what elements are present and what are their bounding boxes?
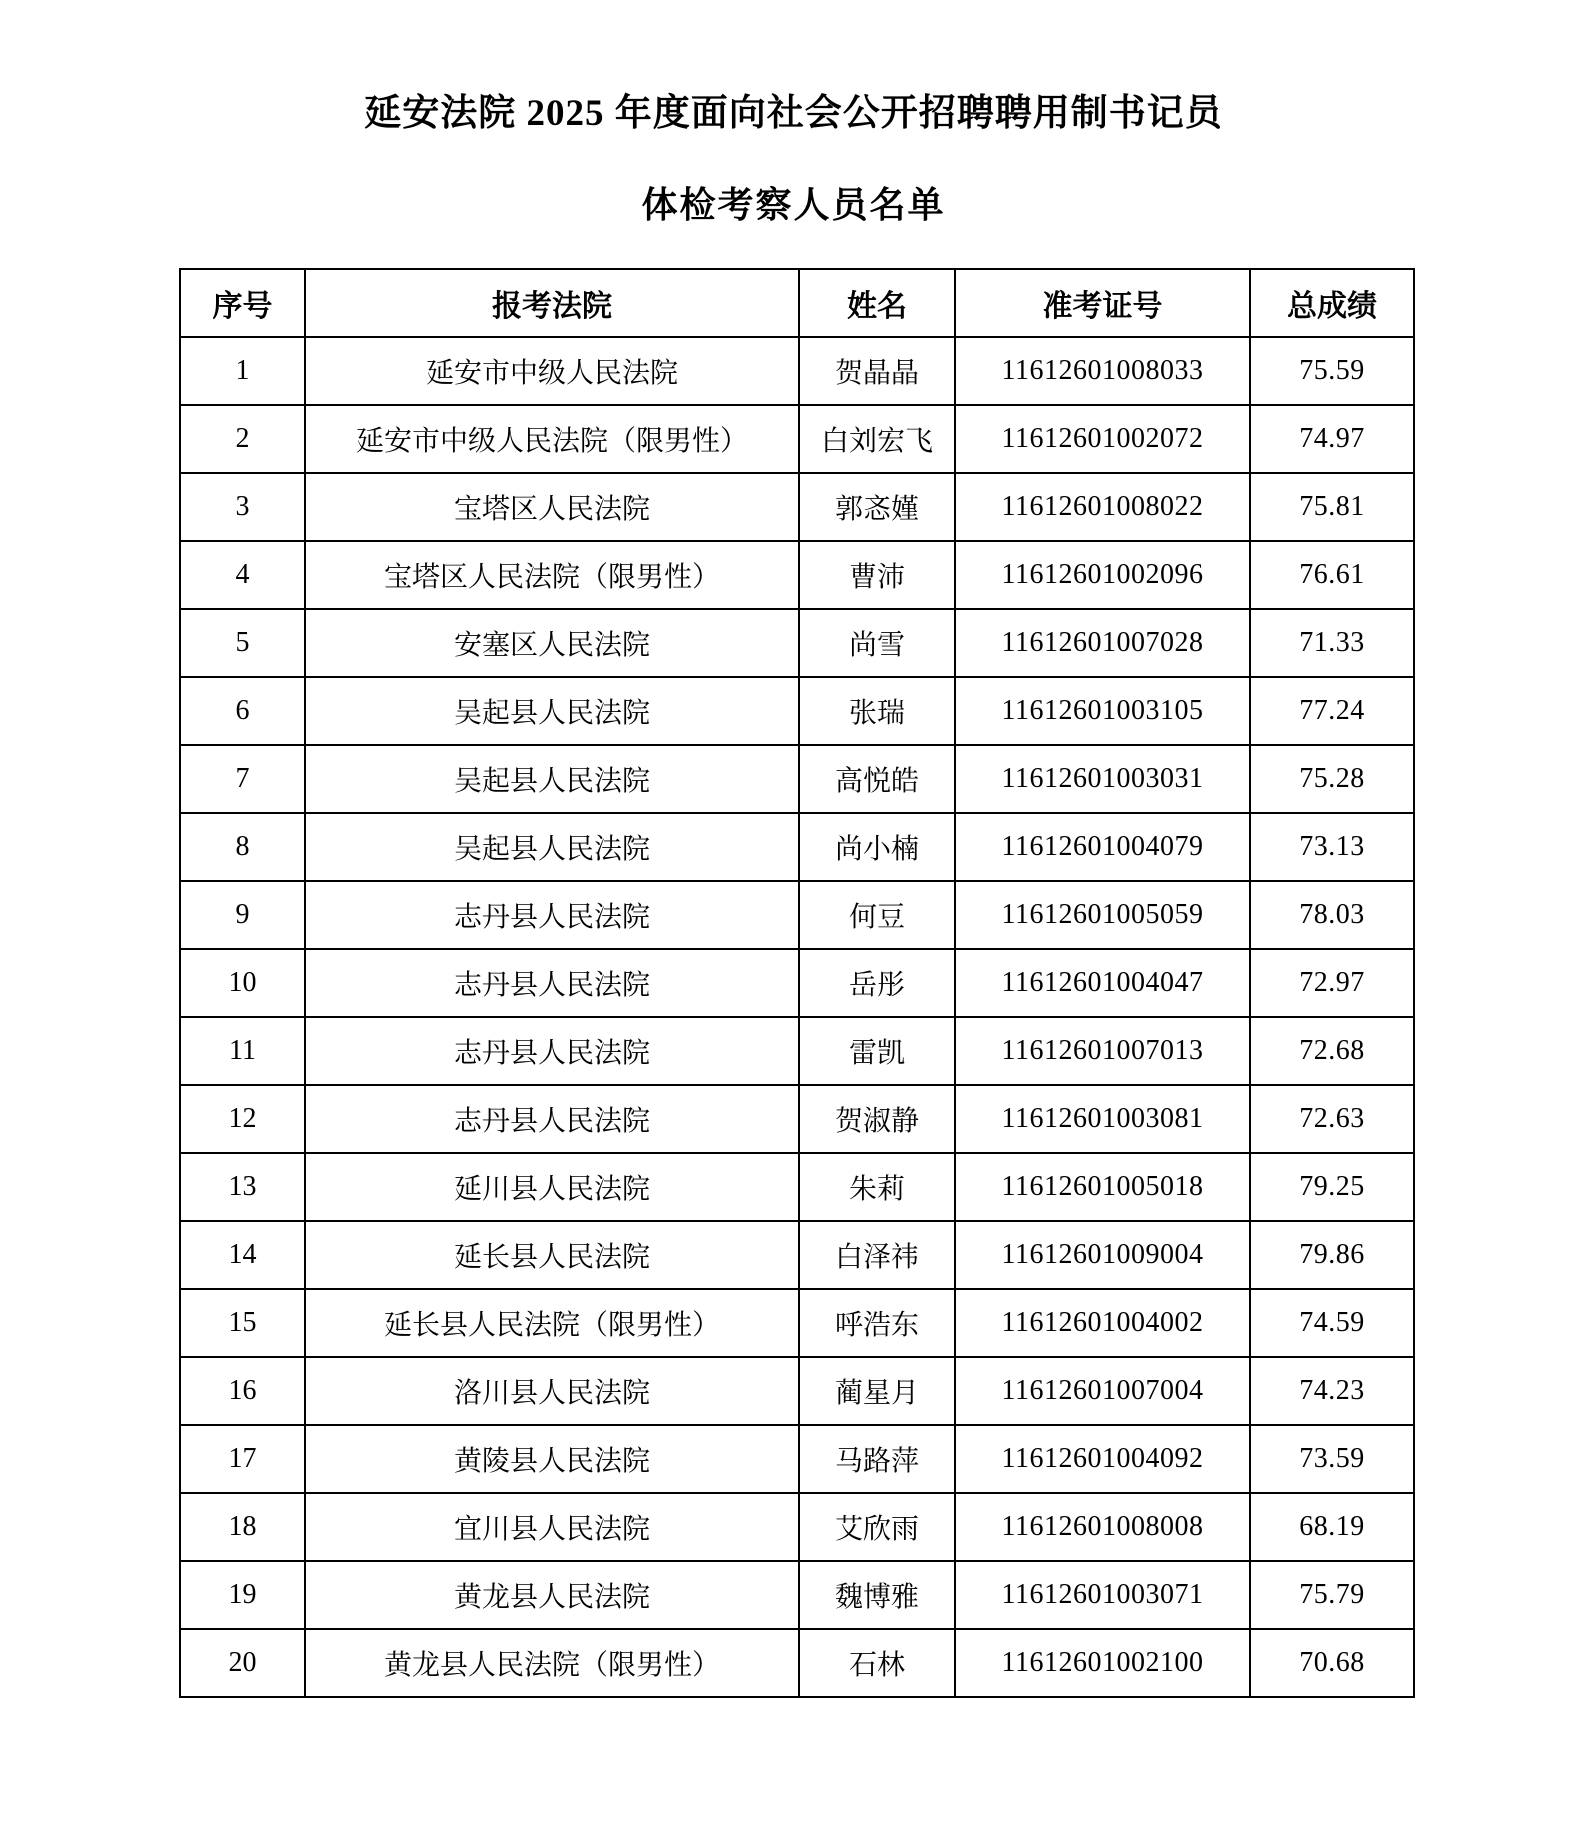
serial-number-cell: 16 [180, 1357, 305, 1425]
table-row [180, 881, 1414, 949]
candidate-name-cell: 何豆 [799, 881, 955, 949]
table-row [180, 1493, 1414, 1561]
table-row [180, 473, 1414, 541]
table-row [180, 541, 1414, 609]
total-score-cell: 79.86 [1250, 1221, 1414, 1289]
table-row [180, 1357, 1414, 1425]
total-score-cell: 74.97 [1250, 405, 1414, 473]
header-applied-court: 报考法院 [305, 269, 799, 337]
applied-court-cell: 延长县人民法院（限男性） [305, 1289, 799, 1357]
candidate-name-cell: 艾欣雨 [799, 1493, 955, 1561]
candidate-name-cell: 贺晶晶 [799, 337, 955, 405]
applied-court-cell: 安塞区人民法院 [305, 609, 799, 677]
table-row [180, 677, 1414, 745]
total-score-cell: 73.59 [1250, 1425, 1414, 1493]
applied-court-cell: 志丹县人民法院 [305, 881, 799, 949]
applied-court-cell: 延安市中级人民法院 [305, 337, 799, 405]
table-row [180, 405, 1414, 473]
table-row [180, 1153, 1414, 1221]
admission-ticket-cell: 11612601004047 [955, 949, 1250, 1017]
total-score-cell: 72.97 [1250, 949, 1414, 1017]
total-score-cell: 75.79 [1250, 1561, 1414, 1629]
table-row [180, 1629, 1414, 1697]
total-score-cell: 73.13 [1250, 813, 1414, 881]
total-score-cell: 79.25 [1250, 1153, 1414, 1221]
total-score-cell: 74.59 [1250, 1289, 1414, 1357]
serial-number-cell: 8 [180, 813, 305, 881]
total-score-cell: 77.24 [1250, 677, 1414, 745]
applied-court-cell: 黄龙县人民法院（限男性） [305, 1629, 799, 1697]
candidate-name-cell: 岳彤 [799, 949, 955, 1017]
table-row [180, 1425, 1414, 1493]
admission-ticket-cell: 11612601003105 [955, 677, 1250, 745]
total-score-cell: 72.68 [1250, 1017, 1414, 1085]
applied-court-cell: 黄陵县人民法院 [305, 1425, 799, 1493]
candidate-name-cell: 郭忞嫤 [799, 473, 955, 541]
serial-number-cell: 2 [180, 405, 305, 473]
table-row [180, 949, 1414, 1017]
header-serial-number: 序号 [180, 269, 305, 337]
candidate-name-cell: 尚小楠 [799, 813, 955, 881]
table-row [180, 1085, 1414, 1153]
candidate-name-cell: 马路萍 [799, 1425, 955, 1493]
admission-ticket-cell: 11612601002096 [955, 541, 1250, 609]
table-row [180, 1289, 1414, 1357]
candidate-name-cell: 魏博雅 [799, 1561, 955, 1629]
table-row [180, 813, 1414, 881]
admission-ticket-cell: 11612601004092 [955, 1425, 1250, 1493]
table-header-row [180, 269, 1414, 337]
total-score-cell: 75.59 [1250, 337, 1414, 405]
serial-number-cell: 15 [180, 1289, 305, 1357]
candidate-name-cell: 白刘宏飞 [799, 405, 955, 473]
document-subtitle: 体检考察人员名单 [641, 185, 946, 225]
applied-court-cell: 吴起县人民法院 [305, 677, 799, 745]
total-score-cell: 74.23 [1250, 1357, 1414, 1425]
applied-court-cell: 宜川县人民法院 [305, 1493, 799, 1561]
total-score-cell: 72.63 [1250, 1085, 1414, 1153]
applied-court-cell: 洛川县人民法院 [305, 1357, 799, 1425]
serial-number-cell: 3 [180, 473, 305, 541]
serial-number-cell: 13 [180, 1153, 305, 1221]
admission-ticket-cell: 11612601003071 [955, 1561, 1250, 1629]
total-score-cell: 71.33 [1250, 609, 1414, 677]
serial-number-cell: 11 [180, 1017, 305, 1085]
candidate-roster-table [179, 268, 1415, 1698]
total-score-cell: 76.61 [1250, 541, 1414, 609]
serial-number-cell: 12 [180, 1085, 305, 1153]
header-admission-ticket: 准考证号 [955, 269, 1250, 337]
applied-court-cell: 志丹县人民法院 [305, 1085, 799, 1153]
table-row [180, 745, 1414, 813]
candidate-name-cell: 曹沛 [799, 541, 955, 609]
candidate-name-cell: 张瑞 [799, 677, 955, 745]
total-score-cell: 75.81 [1250, 473, 1414, 541]
candidate-name-cell: 呼浩东 [799, 1289, 955, 1357]
serial-number-cell: 7 [180, 745, 305, 813]
applied-court-cell: 吴起县人民法院 [305, 745, 799, 813]
total-score-cell: 68.19 [1250, 1493, 1414, 1561]
candidate-name-cell: 高悦皓 [799, 745, 955, 813]
admission-ticket-cell: 11612601002100 [955, 1629, 1250, 1697]
admission-ticket-cell: 11612601005059 [955, 881, 1250, 949]
header-total-score: 总成绩 [1250, 269, 1414, 337]
candidate-name-cell: 贺淑静 [799, 1085, 955, 1153]
candidate-name-cell: 雷凯 [799, 1017, 955, 1085]
serial-number-cell: 5 [180, 609, 305, 677]
admission-ticket-cell: 11612601003031 [955, 745, 1250, 813]
table-row [180, 1017, 1414, 1085]
admission-ticket-cell: 11612601007013 [955, 1017, 1250, 1085]
serial-number-cell: 1 [180, 337, 305, 405]
admission-ticket-cell: 11612601008022 [955, 473, 1250, 541]
serial-number-cell: 10 [180, 949, 305, 1017]
applied-court-cell: 志丹县人民法院 [305, 949, 799, 1017]
serial-number-cell: 17 [180, 1425, 305, 1493]
applied-court-cell: 延川县人民法院 [305, 1153, 799, 1221]
admission-ticket-cell: 11612601007028 [955, 609, 1250, 677]
applied-court-cell: 黄龙县人民法院 [305, 1561, 799, 1629]
admission-ticket-cell: 11612601007004 [955, 1357, 1250, 1425]
admission-ticket-cell: 11612601009004 [955, 1221, 1250, 1289]
admission-ticket-cell: 11612601003081 [955, 1085, 1250, 1153]
serial-number-cell: 20 [180, 1629, 305, 1697]
header-name: 姓名 [799, 269, 955, 337]
table-row [180, 1561, 1414, 1629]
candidate-name-cell: 尚雪 [799, 609, 955, 677]
candidate-name-cell: 石林 [799, 1629, 955, 1697]
serial-number-cell: 4 [180, 541, 305, 609]
table-row [180, 1221, 1414, 1289]
total-score-cell: 78.03 [1250, 881, 1414, 949]
table-row [180, 609, 1414, 677]
admission-ticket-cell: 11612601005018 [955, 1153, 1250, 1221]
serial-number-cell: 18 [180, 1493, 305, 1561]
candidate-name-cell: 朱莉 [799, 1153, 955, 1221]
table-body [180, 337, 1414, 1697]
serial-number-cell: 14 [180, 1221, 305, 1289]
serial-number-cell: 6 [180, 677, 305, 745]
document-title: 延安法院 2025 年度面向社会公开招聘聘用制书记员 [364, 93, 1223, 134]
applied-court-cell: 吴起县人民法院 [305, 813, 799, 881]
applied-court-cell: 延安市中级人民法院（限男性） [305, 405, 799, 473]
total-score-cell: 75.28 [1250, 745, 1414, 813]
applied-court-cell: 延长县人民法院 [305, 1221, 799, 1289]
candidate-name-cell: 蔺星月 [799, 1357, 955, 1425]
admission-ticket-cell: 11612601004079 [955, 813, 1250, 881]
applied-court-cell: 宝塔区人民法院（限男性） [305, 541, 799, 609]
admission-ticket-cell: 11612601004002 [955, 1289, 1250, 1357]
candidate-name-cell: 白泽祎 [799, 1221, 955, 1289]
applied-court-cell: 宝塔区人民法院 [305, 473, 799, 541]
admission-ticket-cell: 11612601002072 [955, 405, 1250, 473]
table-row [180, 337, 1414, 405]
serial-number-cell: 19 [180, 1561, 305, 1629]
applied-court-cell: 志丹县人民法院 [305, 1017, 799, 1085]
admission-ticket-cell: 11612601008033 [955, 337, 1250, 405]
admission-ticket-cell: 11612601008008 [955, 1493, 1250, 1561]
total-score-cell: 70.68 [1250, 1629, 1414, 1697]
serial-number-cell: 9 [180, 881, 305, 949]
